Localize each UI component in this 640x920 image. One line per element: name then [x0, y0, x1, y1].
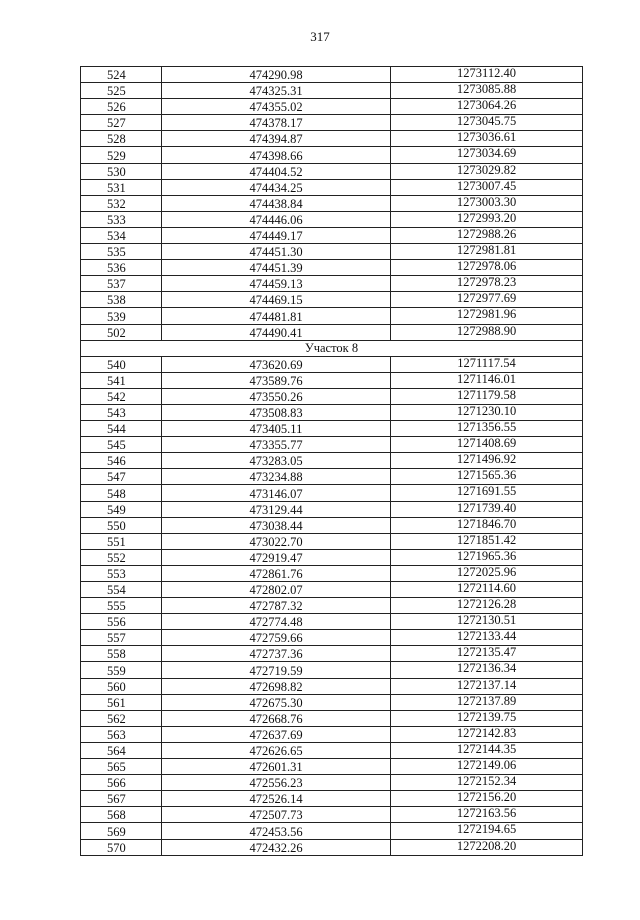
y-coordinate-cell: 1272152.34 [391, 775, 583, 791]
point-number-cell: 524 [81, 67, 162, 83]
x-coordinate-cell: 473022.70 [162, 533, 391, 549]
table-row [81, 260, 583, 276]
y-coordinate-cell: 1272988.90 [391, 324, 583, 340]
x-coordinate-cell: 473405.11 [162, 421, 391, 437]
x-coordinate-cell: 472861.76 [162, 565, 391, 581]
point-number-cell: 566 [81, 775, 162, 791]
x-coordinate-cell: 472432.26 [162, 839, 391, 855]
point-number-cell: 567 [81, 791, 162, 807]
x-coordinate-cell: 473620.69 [162, 356, 391, 372]
point-number-cell: 564 [81, 742, 162, 758]
x-coordinate-cell: 473038.44 [162, 517, 391, 533]
x-coordinate-cell: 474404.52 [162, 163, 391, 179]
y-coordinate-cell: 1271117.54 [391, 356, 583, 372]
y-coordinate-cell: 1273029.82 [391, 163, 583, 179]
y-coordinate-cell: 1273112.40 [391, 67, 583, 83]
y-coordinate-cell: 1272978.23 [391, 276, 583, 292]
point-number-cell: 555 [81, 598, 162, 614]
point-number-cell: 551 [81, 533, 162, 549]
point-number-cell: 539 [81, 308, 162, 324]
y-coordinate-cell: 1271356.55 [391, 421, 583, 437]
table-row [81, 694, 583, 710]
table-row [81, 99, 583, 115]
point-number-cell: 540 [81, 356, 162, 372]
y-coordinate-cell: 1272136.34 [391, 662, 583, 678]
x-coordinate-cell: 472453.56 [162, 823, 391, 839]
x-coordinate-cell: 473550.26 [162, 388, 391, 404]
y-coordinate-cell: 1271691.55 [391, 485, 583, 501]
y-coordinate-cell: 1273045.75 [391, 115, 583, 131]
y-coordinate-cell: 1272978.06 [391, 260, 583, 276]
y-coordinate-cell: 1272130.51 [391, 614, 583, 630]
y-coordinate-cell: 1273007.45 [391, 179, 583, 195]
table-row [81, 598, 583, 614]
point-number-cell: 502 [81, 324, 162, 340]
table-row [81, 759, 583, 775]
x-coordinate-cell: 472601.31 [162, 759, 391, 775]
table-row [81, 292, 583, 308]
table-row [81, 421, 583, 437]
y-coordinate-cell: 1272137.89 [391, 694, 583, 710]
table-row [81, 276, 583, 292]
table-row [81, 501, 583, 517]
x-coordinate-cell: 474290.98 [162, 67, 391, 83]
x-coordinate-cell: 473508.83 [162, 404, 391, 420]
y-coordinate-cell: 1271230.10 [391, 404, 583, 420]
table-row [81, 533, 583, 549]
point-number-cell: 534 [81, 227, 162, 243]
y-coordinate-cell: 1272149.06 [391, 759, 583, 775]
table-row [81, 485, 583, 501]
x-coordinate-cell: 472526.14 [162, 791, 391, 807]
y-coordinate-cell: 1273036.61 [391, 131, 583, 147]
section-title: Участок 8 [81, 340, 583, 356]
table-row [81, 115, 583, 131]
x-coordinate-cell: 472507.73 [162, 807, 391, 823]
x-coordinate-cell: 472698.82 [162, 678, 391, 694]
point-number-cell: 565 [81, 759, 162, 775]
table-row [81, 211, 583, 227]
table-row [81, 742, 583, 758]
point-number-cell: 553 [81, 565, 162, 581]
table-row [81, 147, 583, 163]
x-coordinate-cell: 474434.25 [162, 179, 391, 195]
point-number-cell: 558 [81, 646, 162, 662]
x-coordinate-cell: 474449.17 [162, 227, 391, 243]
point-number-cell: 556 [81, 614, 162, 630]
point-number-cell: 563 [81, 726, 162, 742]
x-coordinate-cell: 473146.07 [162, 485, 391, 501]
table-row [81, 67, 583, 83]
point-number-cell: 568 [81, 807, 162, 823]
y-coordinate-cell: 1272156.20 [391, 791, 583, 807]
y-coordinate-cell: 1272208.20 [391, 839, 583, 855]
table-row [81, 195, 583, 211]
table-row [81, 807, 583, 823]
y-coordinate-cell: 1272135.47 [391, 646, 583, 662]
point-number-cell: 547 [81, 469, 162, 485]
point-number-cell: 552 [81, 549, 162, 565]
coordinates-table-body [81, 67, 583, 856]
y-coordinate-cell: 1272981.96 [391, 308, 583, 324]
point-number-cell: 561 [81, 694, 162, 710]
x-coordinate-cell: 473589.76 [162, 372, 391, 388]
x-coordinate-cell: 474459.13 [162, 276, 391, 292]
y-coordinate-cell: 1272988.26 [391, 227, 583, 243]
point-number-cell: 529 [81, 147, 162, 163]
y-coordinate-cell: 1273003.30 [391, 195, 583, 211]
point-number-cell: 525 [81, 83, 162, 99]
point-number-cell: 537 [81, 276, 162, 292]
table-row [81, 404, 583, 420]
x-coordinate-cell: 472719.59 [162, 662, 391, 678]
y-coordinate-cell: 1272133.44 [391, 630, 583, 646]
y-coordinate-cell: 1271408.69 [391, 437, 583, 453]
y-coordinate-cell: 1271565.36 [391, 469, 583, 485]
x-coordinate-cell: 474469.15 [162, 292, 391, 308]
x-coordinate-cell: 472637.69 [162, 726, 391, 742]
point-number-cell: 526 [81, 99, 162, 115]
x-coordinate-cell: 473355.77 [162, 437, 391, 453]
point-number-cell: 532 [81, 195, 162, 211]
y-coordinate-cell: 1271739.40 [391, 501, 583, 517]
section-row [81, 340, 583, 356]
x-coordinate-cell: 472675.30 [162, 694, 391, 710]
x-coordinate-cell: 474446.06 [162, 211, 391, 227]
point-number-cell: 560 [81, 678, 162, 694]
y-coordinate-cell: 1272114.60 [391, 582, 583, 598]
table-row [81, 726, 583, 742]
x-coordinate-cell: 472626.65 [162, 742, 391, 758]
point-number-cell: 570 [81, 839, 162, 855]
point-number-cell: 531 [81, 179, 162, 195]
page-number: 317 [310, 29, 330, 44]
point-number-cell: 530 [81, 163, 162, 179]
point-number-cell: 541 [81, 372, 162, 388]
x-coordinate-cell: 472759.66 [162, 630, 391, 646]
table-row [81, 646, 583, 662]
x-coordinate-cell: 474398.66 [162, 147, 391, 163]
table-row [81, 582, 583, 598]
x-coordinate-cell: 474481.81 [162, 308, 391, 324]
table-row [81, 388, 583, 404]
x-coordinate-cell: 472737.36 [162, 646, 391, 662]
table-row [81, 324, 583, 340]
y-coordinate-cell: 1272144.35 [391, 742, 583, 758]
table-row [81, 823, 583, 839]
table-row [81, 453, 583, 469]
table-row [81, 244, 583, 260]
table-row [81, 179, 583, 195]
y-coordinate-cell: 1273085.88 [391, 83, 583, 99]
x-coordinate-cell: 474451.39 [162, 260, 391, 276]
point-number-cell: 538 [81, 292, 162, 308]
x-coordinate-cell: 472919.47 [162, 549, 391, 565]
table-row [81, 710, 583, 726]
point-number-cell: 545 [81, 437, 162, 453]
point-number-cell: 542 [81, 388, 162, 404]
x-coordinate-cell: 472787.32 [162, 598, 391, 614]
x-coordinate-cell: 474451.30 [162, 244, 391, 260]
table-row [81, 372, 583, 388]
x-coordinate-cell: 474438.84 [162, 195, 391, 211]
point-number-cell: 533 [81, 211, 162, 227]
table-row [81, 678, 583, 694]
table-row [81, 227, 583, 243]
point-number-cell: 527 [81, 115, 162, 131]
x-coordinate-cell: 472774.48 [162, 614, 391, 630]
y-coordinate-cell: 1272163.56 [391, 807, 583, 823]
table-row [81, 549, 583, 565]
x-coordinate-cell: 472668.76 [162, 710, 391, 726]
x-coordinate-cell: 474355.02 [162, 99, 391, 115]
y-coordinate-cell: 1271965.36 [391, 549, 583, 565]
table-row [81, 791, 583, 807]
x-coordinate-cell: 473283.05 [162, 453, 391, 469]
y-coordinate-cell: 1272025.96 [391, 565, 583, 581]
point-number-cell: 562 [81, 710, 162, 726]
y-coordinate-cell: 1271496.92 [391, 453, 583, 469]
coordinates-table [80, 66, 583, 856]
y-coordinate-cell: 1271851.42 [391, 533, 583, 549]
y-coordinate-cell: 1272137.14 [391, 678, 583, 694]
table-row [81, 839, 583, 855]
y-coordinate-cell: 1272126.28 [391, 598, 583, 614]
y-coordinate-cell: 1271146.01 [391, 372, 583, 388]
table-row [81, 308, 583, 324]
x-coordinate-cell: 473234.88 [162, 469, 391, 485]
point-number-cell: 543 [81, 404, 162, 420]
point-number-cell: 536 [81, 260, 162, 276]
table-row [81, 469, 583, 485]
table-row [81, 131, 583, 147]
x-coordinate-cell: 474325.31 [162, 83, 391, 99]
table-row [81, 437, 583, 453]
x-coordinate-cell: 474378.17 [162, 115, 391, 131]
table-row [81, 565, 583, 581]
x-coordinate-cell: 472802.07 [162, 582, 391, 598]
table-row [81, 614, 583, 630]
point-number-cell: 550 [81, 517, 162, 533]
y-coordinate-cell: 1272139.75 [391, 710, 583, 726]
point-number-cell: 535 [81, 244, 162, 260]
y-coordinate-cell: 1273064.26 [391, 99, 583, 115]
y-coordinate-cell: 1272977.69 [391, 292, 583, 308]
table-row [81, 775, 583, 791]
y-coordinate-cell: 1272981.81 [391, 244, 583, 260]
x-coordinate-cell: 474394.87 [162, 131, 391, 147]
point-number-cell: 548 [81, 485, 162, 501]
point-number-cell: 557 [81, 630, 162, 646]
x-coordinate-cell: 472556.23 [162, 775, 391, 791]
point-number-cell: 569 [81, 823, 162, 839]
y-coordinate-cell: 1272194.65 [391, 823, 583, 839]
point-number-cell: 544 [81, 421, 162, 437]
y-coordinate-cell: 1272142.83 [391, 726, 583, 742]
y-coordinate-cell: 1273034.69 [391, 147, 583, 163]
point-number-cell: 528 [81, 131, 162, 147]
point-number-cell: 546 [81, 453, 162, 469]
point-number-cell: 549 [81, 501, 162, 517]
y-coordinate-cell: 1271846.70 [391, 517, 583, 533]
x-coordinate-cell: 473129.44 [162, 501, 391, 517]
table-row [81, 517, 583, 533]
x-coordinate-cell: 474490.41 [162, 324, 391, 340]
table-row [81, 662, 583, 678]
table-row [81, 356, 583, 372]
y-coordinate-cell: 1272993.20 [391, 211, 583, 227]
y-coordinate-cell: 1271179.58 [391, 388, 583, 404]
table-row [81, 83, 583, 99]
table-row [81, 163, 583, 179]
point-number-cell: 559 [81, 662, 162, 678]
point-number-cell: 554 [81, 582, 162, 598]
table-row [81, 630, 583, 646]
